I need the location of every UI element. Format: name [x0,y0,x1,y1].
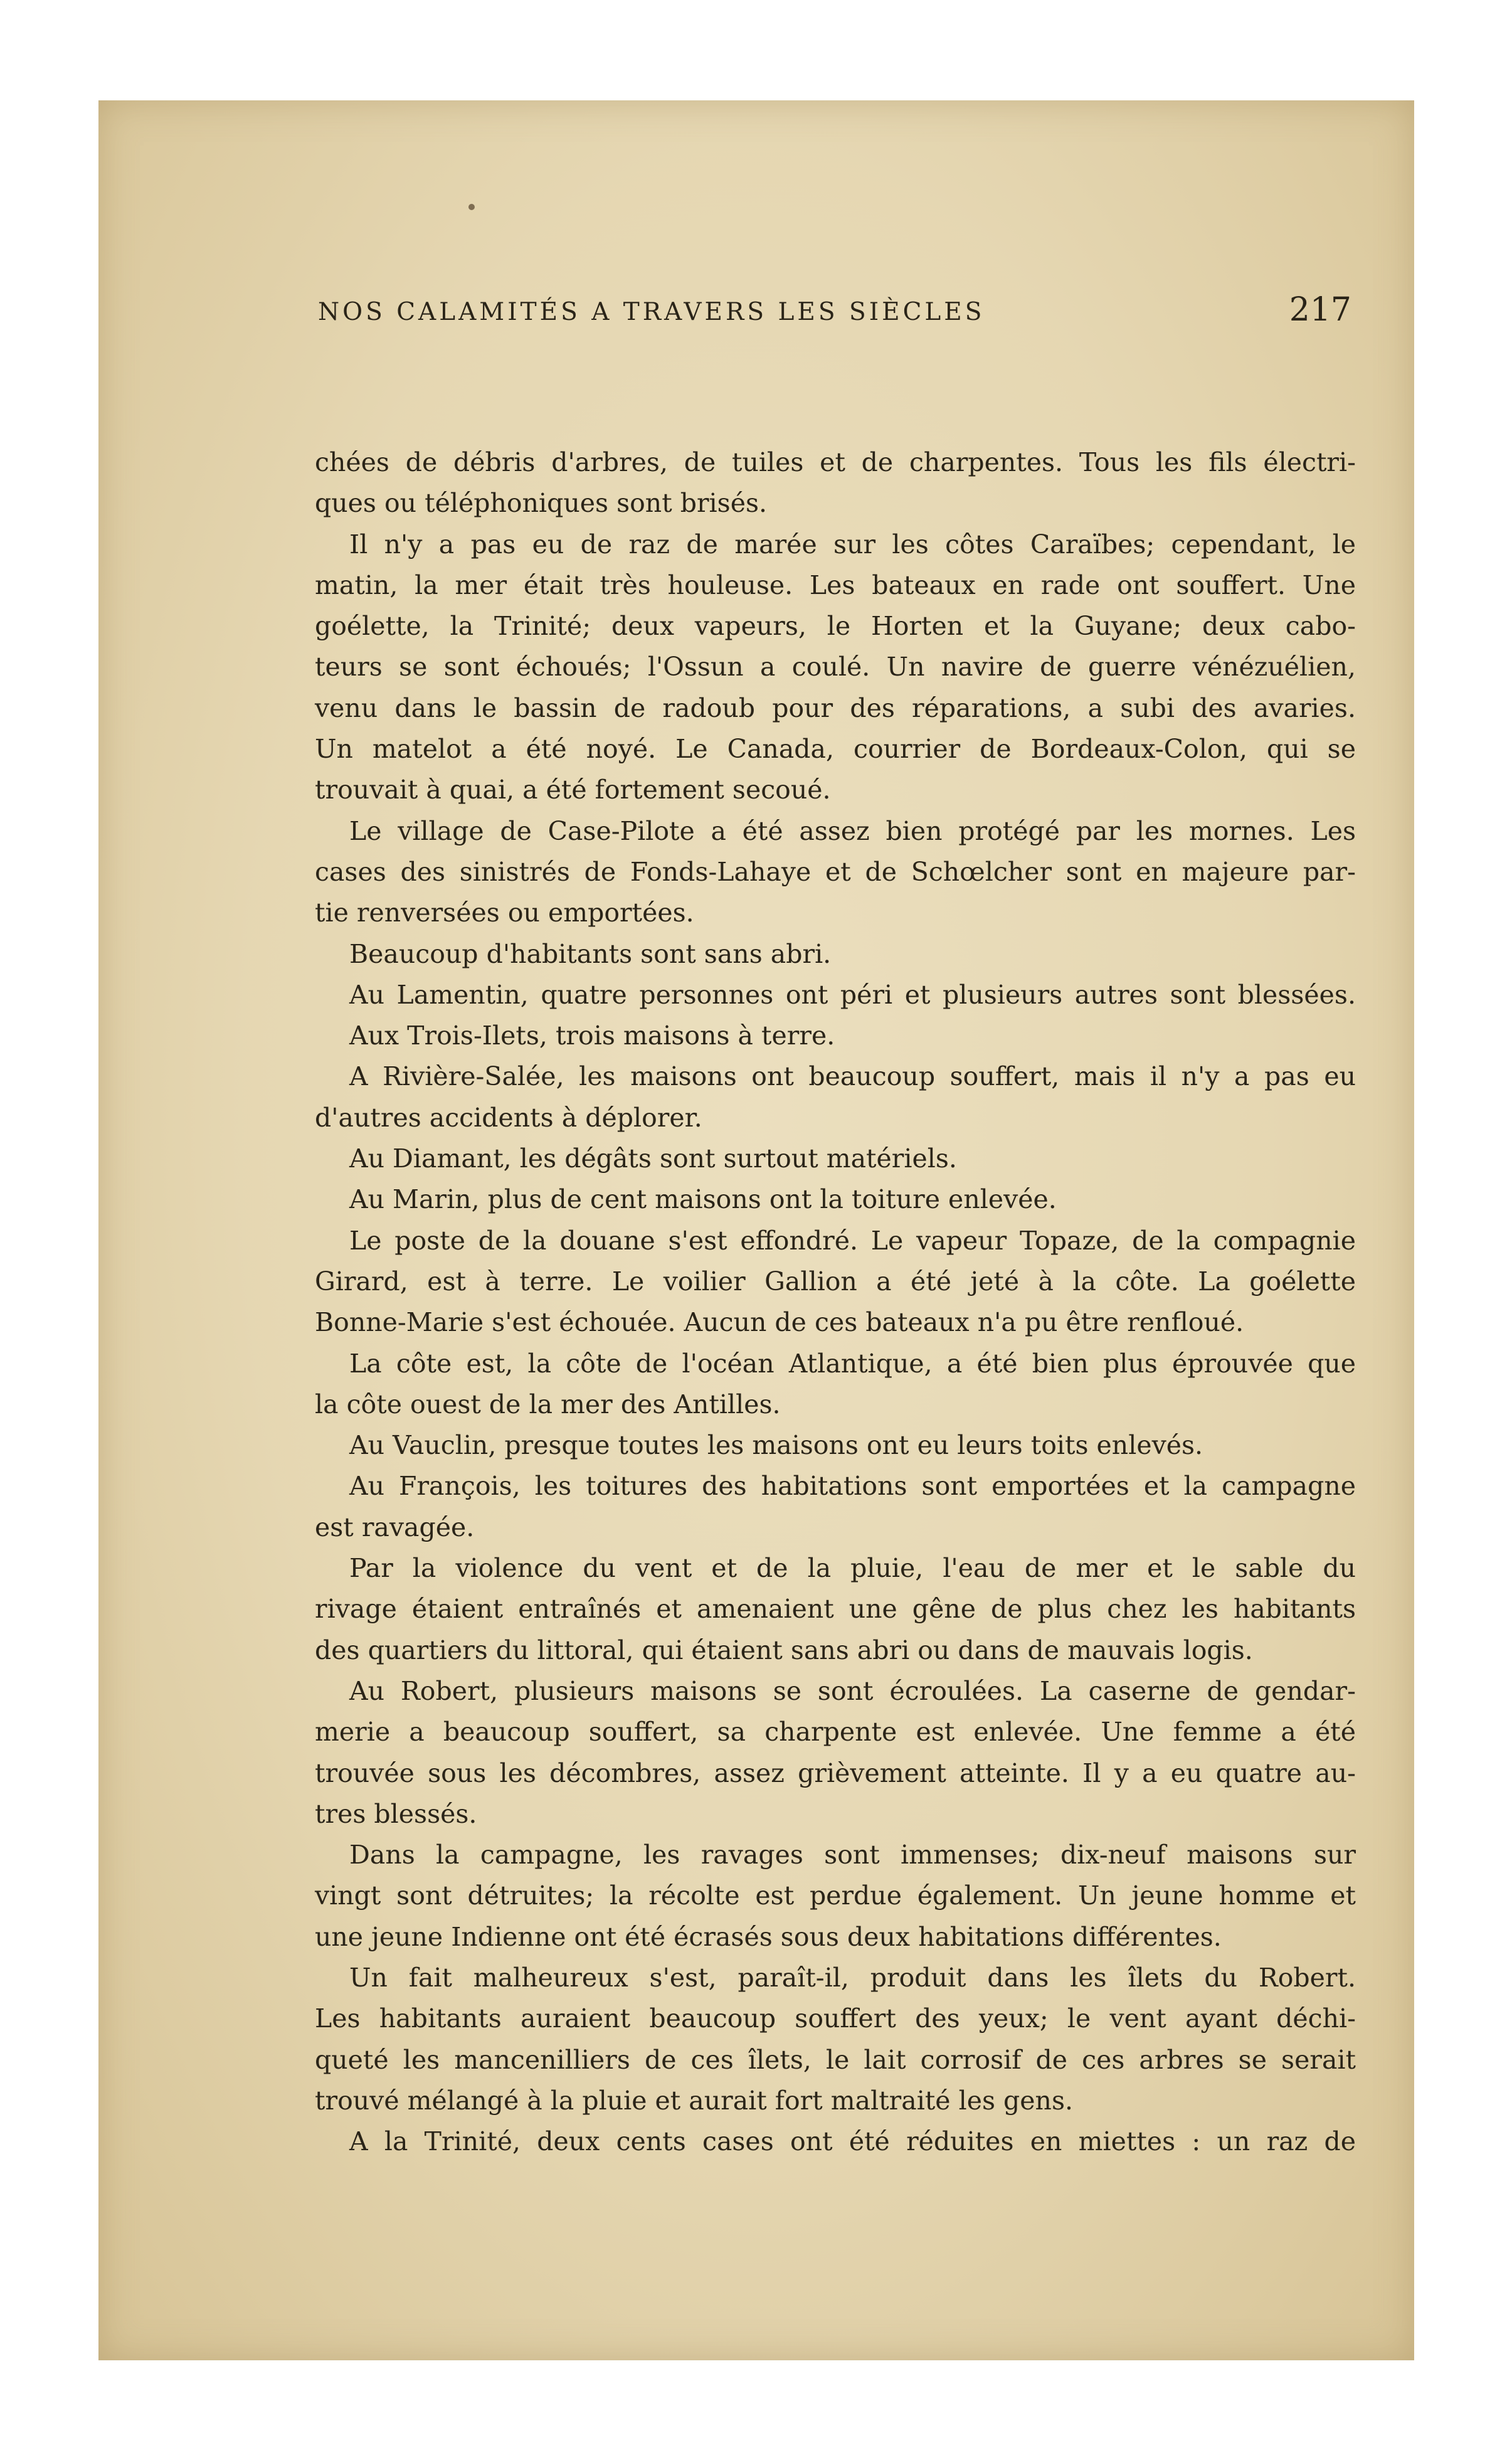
text-line: Il n'y a pas eu de raz de marée sur les côtes Caraïbes; cependant, le [349,529,1356,559]
text-line: Un matelot a été noyé. Le Canada, courrier de Bordeaux-Colon, qui se [315,734,1356,765]
running-title: NOS CALAMITÉS A TRAVERS LES SIÈCLES [318,298,985,326]
text-line: Un fait malheureux s'est, paraît-il, produit dans les îlets du Robert. [349,1962,1356,1993]
text-line: queté les mancenilliers de ces îlets, le lait corrosif de ces arbres se serait [315,2044,1356,2075]
text-line: Beaucoup d'habitants sont sans abri. [349,938,832,969]
running-head [318,289,1351,339]
text-line: est ravagée. [315,1512,475,1542]
text-line: A Rivière-Salée, les maisons ont beaucoup souffert, mais il n'y a pas eu [349,1061,1356,1092]
text-line: Les habitants auraient beaucoup souffert des yeux; le vent ayant déchi- [315,2003,1356,2034]
text-line: La côte est, la côte de l'océan Atlantique, a été bien plus éprouvée que [349,1348,1356,1379]
text-line: trouvait à quai, a été fortement secoué. [315,775,831,805]
text-line: merie a beaucoup souffert, sa charpente est enlevée. Une femme a été [315,1717,1356,1747]
text-line: trouvée sous les décombres, assez grièvement atteinte. Il y a eu quatre au- [315,1758,1356,1788]
text-line: Au Lamentin, quatre personnes ont péri et plusieurs autres sont blessées. [349,979,1356,1010]
text-line: trouvé mélangé à la pluie et aurait fort maltraité les gens. [315,2085,1074,2116]
text-line: venu dans le bassin de radoub pour des réparations, a subi des avaries. [315,692,1356,723]
page-number: 217 [1289,291,1351,329]
book-page [211,289,1356,2157]
body-text [315,442,1356,2162]
text-line: ques ou téléphoniques sont brisés. [315,488,768,519]
text-line: Au François, les toitures des habitations sont emportées et la campagne [349,1471,1356,1502]
text-line: goélette, la Trinité; deux vapeurs, le Horten et la Guyane; deux cabo- [315,611,1356,642]
text-line: Au Marin, plus de cent maisons ont la toiture enlevée. [349,1184,1057,1215]
text-line: rivage étaient entraînés et amenaient une gêne de plus chez les habitants [315,1594,1356,1625]
text-line: Dans la campagne, les ravages sont immenses; dix-neuf maisons sur [349,1840,1356,1870]
text-line: Par la violence du vent et de la pluie, l'eau de mer et le sable du [349,1553,1356,1584]
text-line: d'autres accidents à déplorer. [315,1102,702,1133]
text-line: des quartiers du littoral, qui étaient sans abri ou dans de mauvais logis. [315,1635,1253,1665]
text-line: tres blessés. [315,1798,477,1829]
text-line: une jeune Indienne ont été écrasés sous deux habitations différentes. [315,1921,1222,1952]
text-line: Au Vauclin, presque toutes les maisons ont eu leurs toits enlevés. [349,1430,1203,1461]
scanned-page-background [98,100,1414,2360]
text-line: Au Robert, plusieurs maisons se sont écroulées. La caserne de gendar- [349,1675,1356,1706]
text-line: Le poste de la douane s'est effondré. Le vapeur Topaze, de la compagnie [349,1225,1356,1256]
ink-spot [468,204,475,210]
text-line: Le village de Case-Pilote a été assez bien protégé par les mornes. Les [349,815,1356,846]
text-line: Au Diamant, les dégâts sont surtout matériels. [349,1143,957,1174]
text-line: chées de débris d'arbres, de tuiles et de charpentes. Tous les fils électri- [315,447,1356,477]
text-line: Bonne-Marie s'est échouée. Aucun de ces bateaux n'a pu être renfloué. [315,1307,1244,1338]
text-line: la côte ouest de la mer des Antilles. [315,1389,781,1419]
text-line: Girard, est à terre. Le voilier Gallion a été jeté à la côte. La goélette [315,1266,1356,1297]
text-line: cases des sinistrés de Fonds-Lahaye et de Schœlcher sont en majeure par- [315,856,1356,887]
text-line: vingt sont détruites; la récolte est perdue également. Un jeune homme et [315,1880,1356,1911]
text-line: Aux Trois-Ilets, trois maisons à terre. [349,1021,835,1051]
text-line: matin, la mer était très houleuse. Les bateaux en rade ont souffert. Une [315,570,1356,600]
text-line: tie renversées ou emportées. [315,898,694,928]
text-line: teurs se sont échoués; l'Ossun a coulé. Un navire de guerre vénézuélien, [315,652,1356,682]
text-line: A la Trinité, deux cents cases ont été réduites en miettes : un raz de [349,2126,1356,2157]
